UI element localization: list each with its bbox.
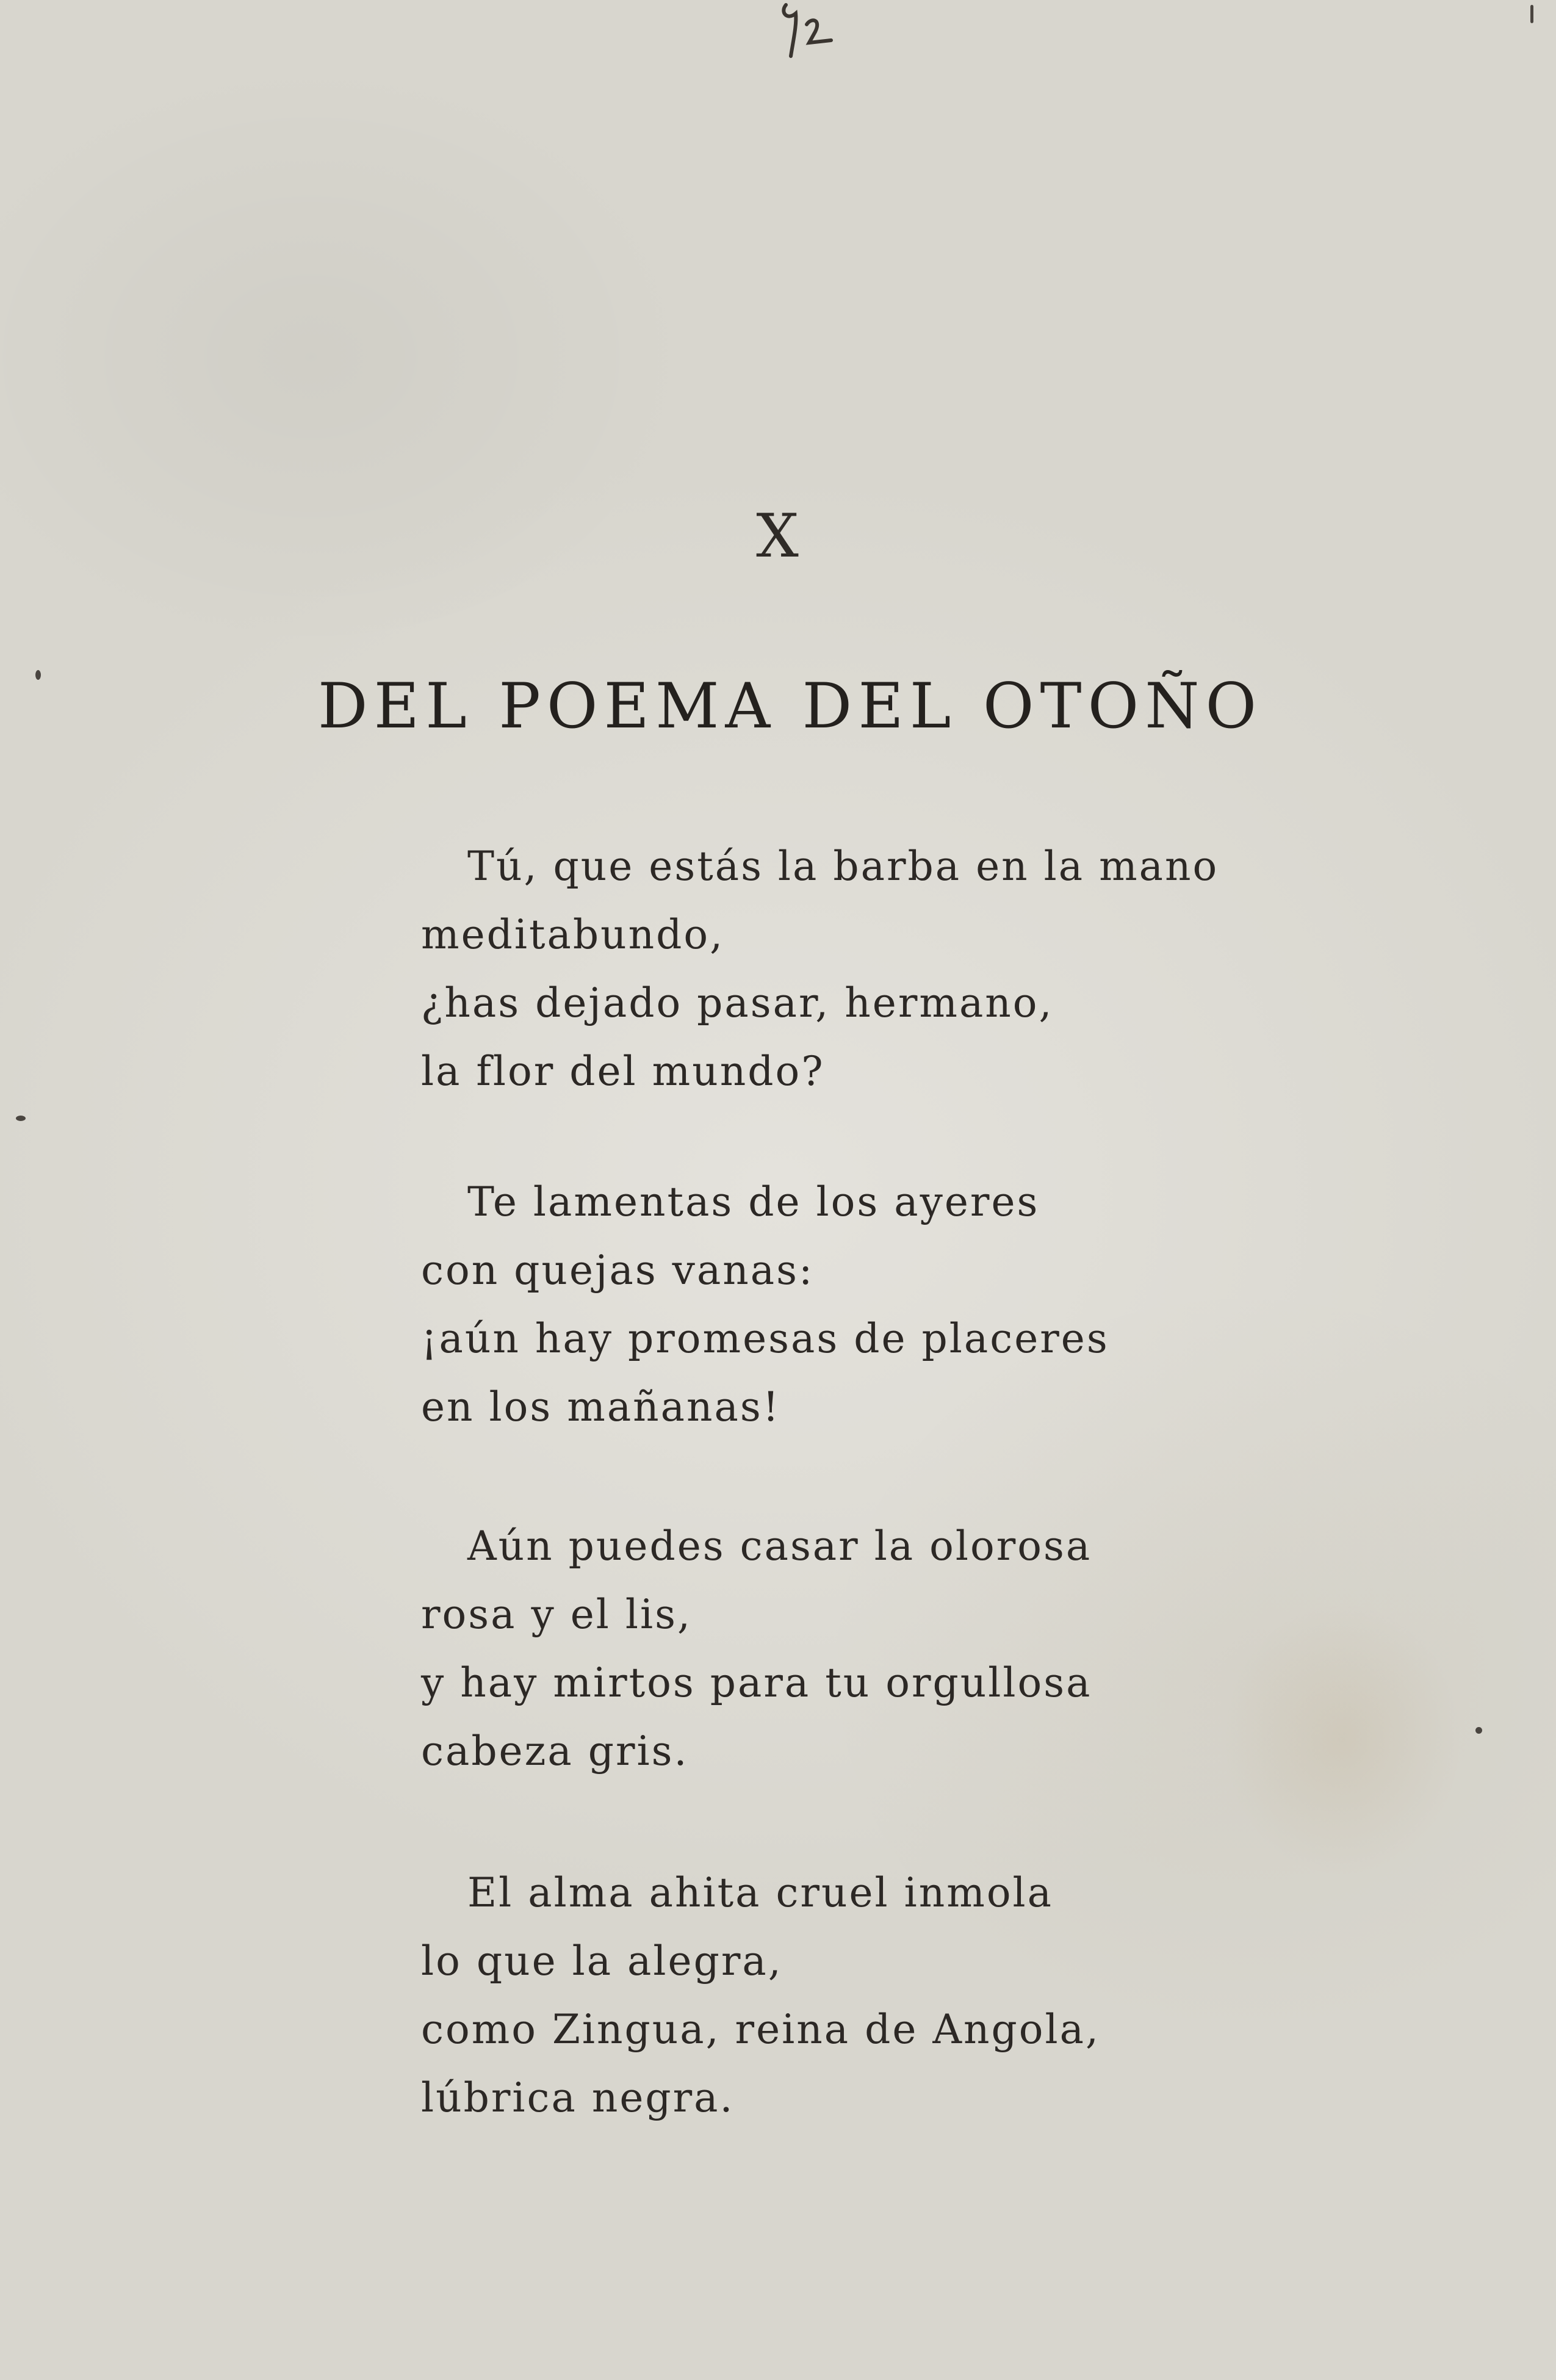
verse-line: lo que la alegra, [421,1938,783,1985]
verse-line: Te lamentas de los ayeres [467,1178,1040,1225]
section-numeral: X [756,502,800,571]
verse-line: ¡aún hay promesas de placeres [421,1315,1109,1362]
ink-speck [1475,1727,1482,1734]
verse-line: rosa y el lis, [421,1591,692,1638]
stanza-2 [421,1168,1336,1441]
verse-line: Tú, que estás la barba en la mano [467,843,1219,890]
verse-line: cabeza gris. [421,1728,689,1775]
verse-line: con quejas vanas: [421,1247,815,1294]
stanza-3 [421,1512,1336,1786]
verse-line: El alma ahita cruel inmola [467,1869,1054,1916]
verse-line: meditabundo, [421,911,725,958]
ink-speck [16,1116,26,1121]
stanza-1 [421,832,1336,1106]
verse-line: en los mañanas! [421,1383,781,1430]
verse-line: ¿has dejado pasar, hermano, [421,979,1054,1026]
ink-speck [1530,5,1533,23]
stanza-4 [421,1859,1336,2132]
verse-line: Aún puedes casar la olorosa [467,1523,1092,1570]
handwritten-folio-mark [775,0,848,67]
verse-line: y hay mirtos para tu orgullosa [421,1659,1092,1706]
verse-line: como Zingua, reina de Angola, [421,2006,1100,2053]
verse-line: la flor del mundo? [421,1048,825,1095]
verse-line: lúbrica negra. [421,2074,735,2121]
poem-title: DEL POEMA DEL OTOÑO [317,670,1263,743]
